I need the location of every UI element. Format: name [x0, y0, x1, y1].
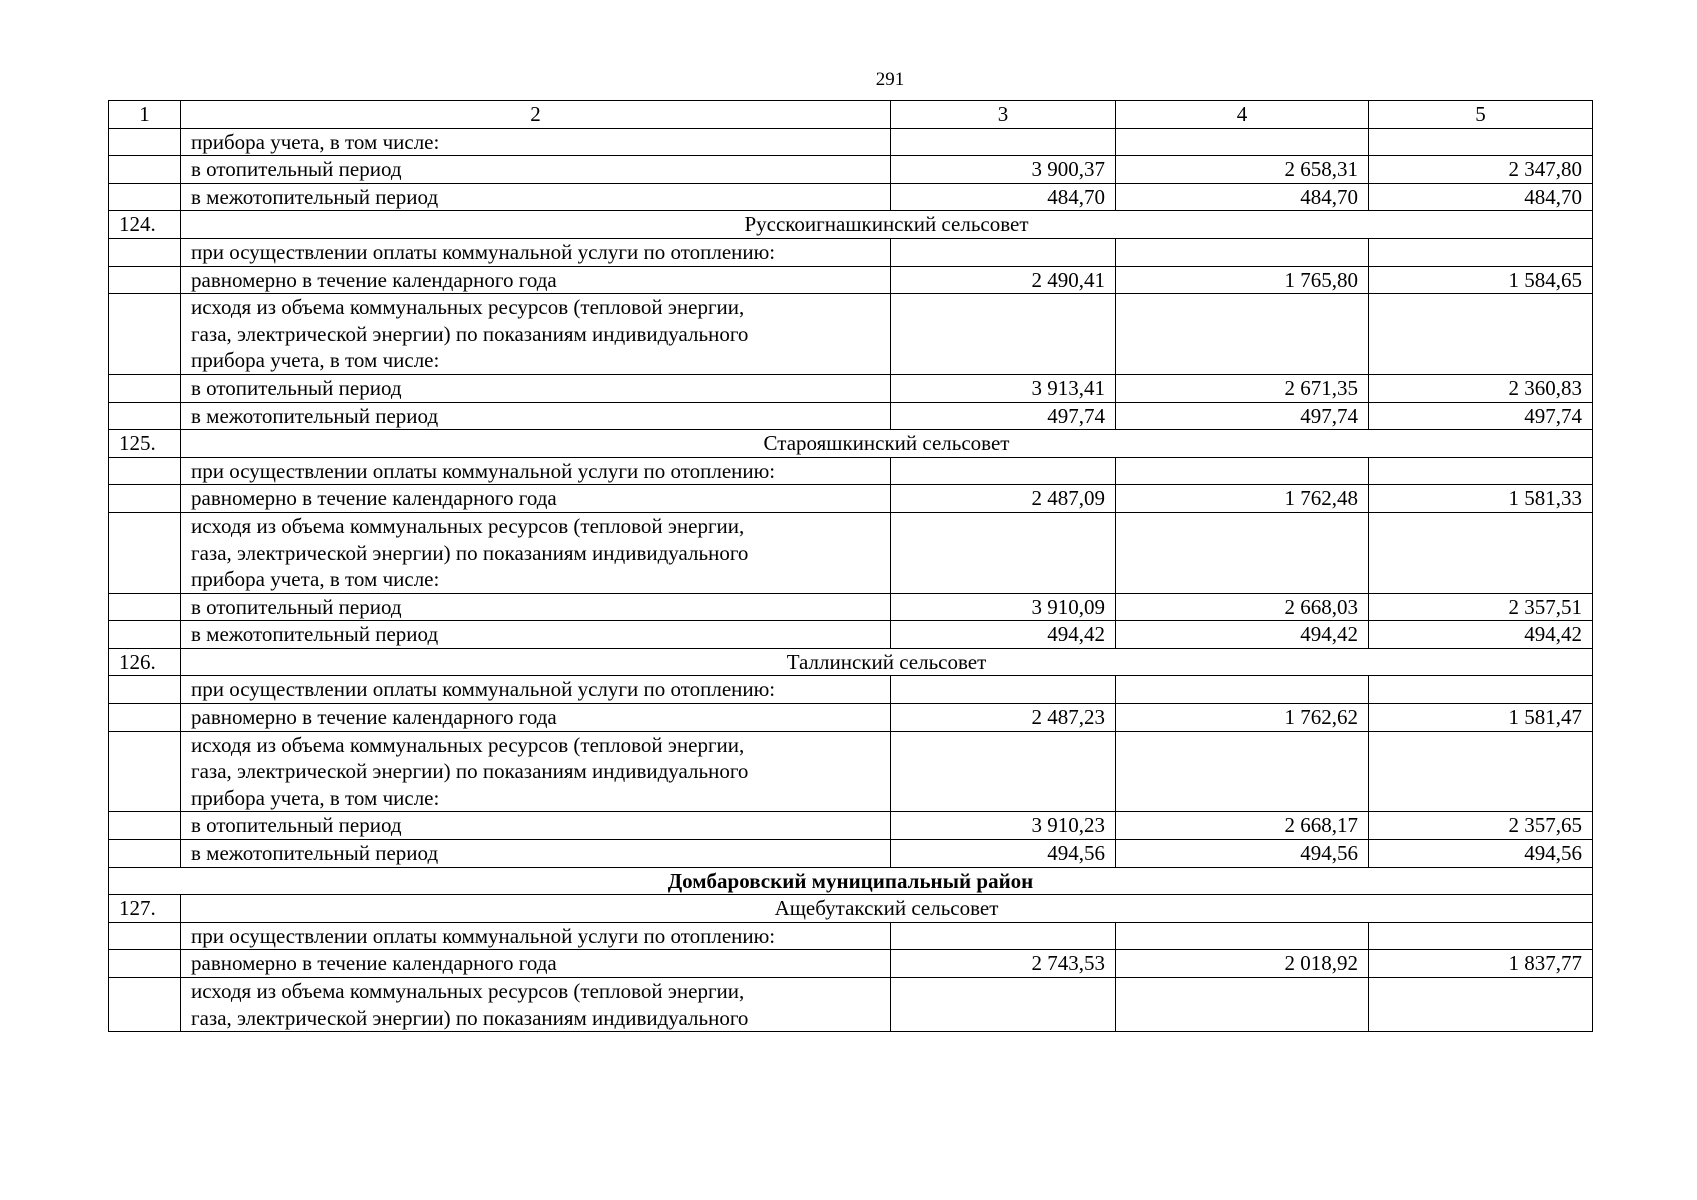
value-col-4 [1116, 978, 1369, 1032]
value-col-3: 2 487,23 [891, 704, 1116, 732]
district-title: Домбаровский муниципальный район [109, 867, 1593, 895]
value-col-3 [891, 294, 1116, 375]
value-col-3: 484,70 [891, 183, 1116, 211]
row-label-line: газа, электрической энергии) по показаниям индивидуального [191, 540, 749, 565]
table-row [109, 183, 1593, 211]
value-col-5: 497,74 [1369, 402, 1593, 430]
table-row [109, 128, 1593, 156]
table-row [109, 812, 1593, 840]
row-label-line: газа, электрической энергии) по показаниям индивидуального [191, 759, 749, 784]
row-label: в отопительный период [181, 812, 891, 840]
row-label: равномерно в течение календарного года [181, 704, 891, 732]
value-col-3 [891, 238, 1116, 266]
value-col-3: 3 910,09 [891, 593, 1116, 621]
row-label [181, 978, 891, 1032]
value-col-5: 484,70 [1369, 183, 1593, 211]
row-index-cell [109, 704, 181, 732]
row-label: в межотопительный период [181, 183, 891, 211]
row-label: в отопительный период [181, 156, 891, 184]
row-label-line: исходя из объема коммунальных ресурсов (тепловой энергии, [191, 295, 745, 320]
value-col-4 [1116, 128, 1369, 156]
row-label [181, 512, 891, 593]
value-col-4 [1116, 294, 1369, 375]
value-col-3: 2 743,53 [891, 950, 1116, 978]
value-col-5: 2 360,83 [1369, 374, 1593, 402]
table-row [109, 731, 1593, 812]
row-index-cell [109, 457, 181, 485]
section-title: Русскоигнашкинский сельсовет [181, 211, 1593, 239]
value-col-3 [891, 978, 1116, 1032]
row-index-cell [109, 374, 181, 402]
row-label: равномерно в течение календарного года [181, 485, 891, 513]
table-row [109, 978, 1593, 1032]
row-label: при осуществлении оплаты коммунальной услуги по отоплению: [181, 676, 891, 704]
row-index-cell [109, 266, 181, 294]
row-index-cell [109, 922, 181, 950]
value-col-3: 3 913,41 [891, 374, 1116, 402]
table-body [109, 101, 1593, 1032]
header-col-5: 5 [1369, 101, 1593, 129]
row-index-cell [109, 156, 181, 184]
row-index-cell [109, 128, 181, 156]
value-col-5 [1369, 676, 1593, 704]
tariff-table [108, 100, 1593, 1032]
table-row [109, 676, 1593, 704]
table-row [109, 512, 1593, 593]
value-col-3 [891, 731, 1116, 812]
value-col-4: 2 668,17 [1116, 812, 1369, 840]
value-col-5: 2 357,51 [1369, 593, 1593, 621]
row-label: в межотопительный период [181, 402, 891, 430]
row-label: равномерно в течение календарного года [181, 950, 891, 978]
value-col-4: 2 658,31 [1116, 156, 1369, 184]
value-col-5: 494,56 [1369, 840, 1593, 868]
header-col-1: 1 [109, 101, 181, 129]
row-label: в межотопительный период [181, 621, 891, 649]
value-col-5: 1 581,33 [1369, 485, 1593, 513]
value-col-5 [1369, 512, 1593, 593]
table-row [109, 593, 1593, 621]
row-label: прибора учета, в том числе: [181, 128, 891, 156]
header-col-2: 2 [181, 101, 891, 129]
table-row [109, 294, 1593, 375]
row-label-line: исходя из объема коммунальных ресурсов (тепловой энергии, [191, 732, 745, 757]
row-label: в межотопительный период [181, 840, 891, 868]
value-col-5: 2 347,80 [1369, 156, 1593, 184]
value-col-3: 2 487,09 [891, 485, 1116, 513]
section-row [109, 211, 1593, 239]
page-number: 291 [875, 69, 905, 90]
value-col-4 [1116, 512, 1369, 593]
header-row [109, 101, 1593, 129]
section-title: Старояшкинский сельсовет [181, 430, 1593, 458]
value-col-4: 2 668,03 [1116, 593, 1369, 621]
table-row [109, 156, 1593, 184]
value-col-5: 1 584,65 [1369, 266, 1593, 294]
value-col-3 [891, 922, 1116, 950]
row-index-cell [109, 593, 181, 621]
row-index-cell [109, 840, 181, 868]
row-index-cell [109, 294, 181, 375]
value-col-4: 2 018,92 [1116, 950, 1369, 978]
table-row [109, 374, 1593, 402]
value-col-3: 494,56 [891, 840, 1116, 868]
row-label-line: исходя из объема коммунальных ресурсов (тепловой энергии, [191, 513, 745, 538]
table-row [109, 485, 1593, 513]
value-col-4: 494,42 [1116, 621, 1369, 649]
row-index-cell [109, 485, 181, 513]
table-row [109, 457, 1593, 485]
value-col-3: 3 910,23 [891, 812, 1116, 840]
table-row [109, 922, 1593, 950]
value-col-5: 1 837,77 [1369, 950, 1593, 978]
row-label: при осуществлении оплаты коммунальной услуги по отоплению: [181, 238, 891, 266]
row-label-line: газа, электрической энергии) по показаниям индивидуального [191, 1005, 749, 1030]
value-col-3: 3 900,37 [891, 156, 1116, 184]
value-col-3 [891, 457, 1116, 485]
table-row [109, 266, 1593, 294]
value-col-5 [1369, 457, 1593, 485]
row-label [181, 294, 891, 375]
row-label-line: прибора учета, в том числе: [191, 785, 440, 810]
row-label [181, 731, 891, 812]
value-col-3: 2 490,41 [891, 266, 1116, 294]
row-index-cell [109, 978, 181, 1032]
value-col-4: 1 762,48 [1116, 485, 1369, 513]
section-index: 126. [109, 648, 181, 676]
row-label-line: газа, электрической энергии) по показаниям индивидуального [191, 321, 749, 346]
value-col-5: 1 581,47 [1369, 704, 1593, 732]
value-col-5 [1369, 238, 1593, 266]
section-title: Таллинский сельсовет [181, 648, 1593, 676]
value-col-3 [891, 512, 1116, 593]
row-label: при осуществлении оплаты коммунальной услуги по отоплению: [181, 457, 891, 485]
row-label: равномерно в течение календарного года [181, 266, 891, 294]
row-label-line: исходя из объема коммунальных ресурсов (тепловой энергии, [191, 979, 745, 1003]
row-label-line: прибора учета, в том числе: [191, 348, 440, 373]
row-index-cell [109, 402, 181, 430]
value-col-3 [891, 128, 1116, 156]
value-col-3: 497,74 [891, 402, 1116, 430]
table-row [109, 840, 1593, 868]
row-label-line: прибора учета, в том числе: [191, 567, 440, 592]
value-col-5: 2 357,65 [1369, 812, 1593, 840]
value-col-4: 497,74 [1116, 402, 1369, 430]
value-col-5 [1369, 922, 1593, 950]
value-col-4 [1116, 457, 1369, 485]
value-col-4: 1 762,62 [1116, 704, 1369, 732]
row-label: в отопительный период [181, 374, 891, 402]
value-col-5 [1369, 294, 1593, 375]
district-row [109, 867, 1593, 895]
table-row [109, 621, 1593, 649]
section-row [109, 895, 1593, 923]
value-col-5 [1369, 978, 1593, 1032]
section-row [109, 430, 1593, 458]
section-index: 127. [109, 895, 181, 923]
value-col-4: 1 765,80 [1116, 266, 1369, 294]
row-label: при осуществлении оплаты коммунальной услуги по отоплению: [181, 922, 891, 950]
value-col-4 [1116, 731, 1369, 812]
section-index: 124. [109, 211, 181, 239]
row-index-cell [109, 676, 181, 704]
value-col-5 [1369, 731, 1593, 812]
value-col-4 [1116, 238, 1369, 266]
row-index-cell [109, 621, 181, 649]
table-row [109, 704, 1593, 732]
value-col-4: 494,56 [1116, 840, 1369, 868]
section-row [109, 648, 1593, 676]
row-index-cell [109, 238, 181, 266]
header-col-4: 4 [1116, 101, 1369, 129]
table-row [109, 402, 1593, 430]
row-index-cell [109, 512, 181, 593]
value-col-3: 494,42 [891, 621, 1116, 649]
header-col-3: 3 [891, 101, 1116, 129]
value-col-4 [1116, 922, 1369, 950]
row-label: в отопительный период [181, 593, 891, 621]
section-title: Ащебутакский сельсовет [181, 895, 1593, 923]
row-index-cell [109, 731, 181, 812]
value-col-4 [1116, 676, 1369, 704]
value-col-3 [891, 676, 1116, 704]
value-col-5: 494,42 [1369, 621, 1593, 649]
table-row [109, 950, 1593, 978]
value-col-4: 2 671,35 [1116, 374, 1369, 402]
value-col-4: 484,70 [1116, 183, 1369, 211]
value-col-5 [1369, 128, 1593, 156]
row-index-cell [109, 812, 181, 840]
row-index-cell [109, 950, 181, 978]
table-row [109, 238, 1593, 266]
section-index: 125. [109, 430, 181, 458]
row-index-cell [109, 183, 181, 211]
